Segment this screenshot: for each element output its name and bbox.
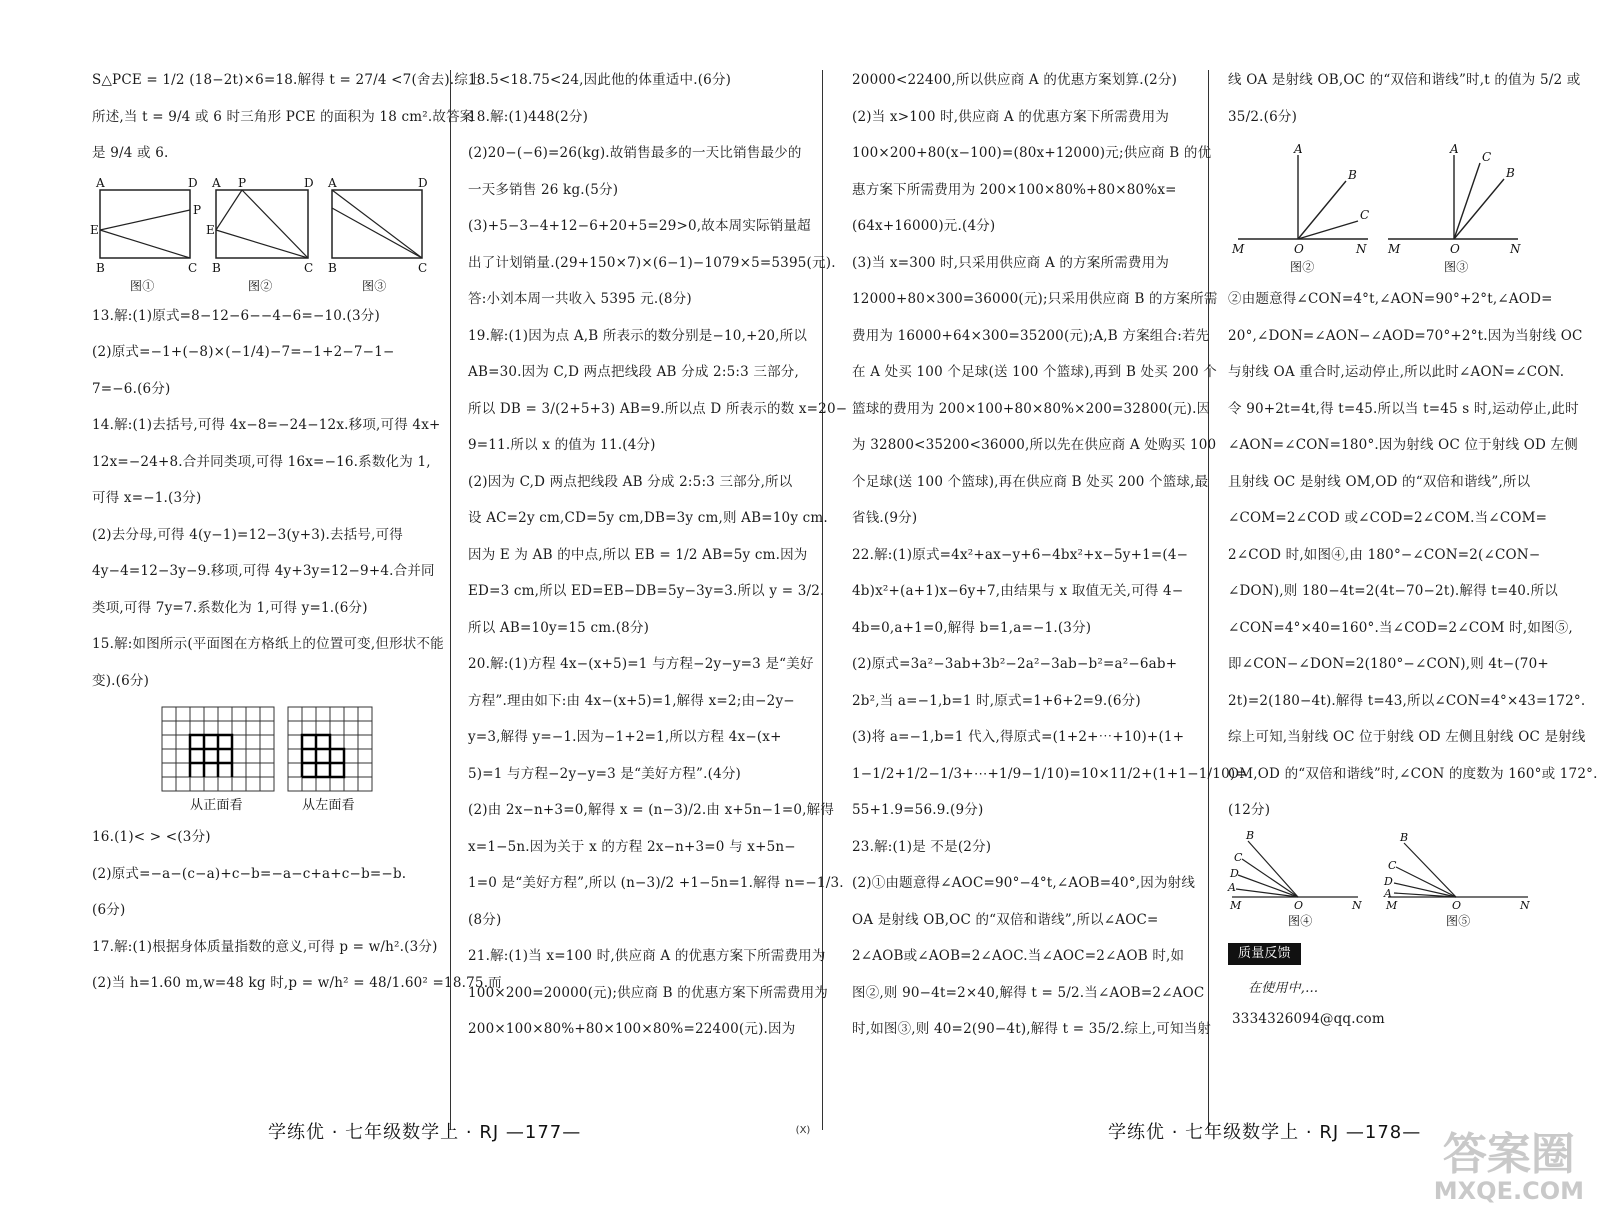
- svg-text:C: C: [418, 260, 428, 275]
- text-line: 为 32800<35200<36000,所以先在供应商 A 处购买 100: [852, 437, 1217, 453]
- svg-text:B: B: [1506, 166, 1516, 180]
- grid-caption-left: 从左面看: [302, 798, 355, 813]
- text-line: 惠方案下所需费用为 200×100×80%+80×80%x=: [852, 181, 1177, 198]
- svg-text:D: D: [1384, 874, 1394, 888]
- text-line: 18.5<18.75<24,因此他的体重适中.(6分): [468, 72, 732, 88]
- text-line: 9=11.所以 x 的值为 11.(4分): [468, 437, 656, 453]
- text-line: (6分): [92, 902, 126, 918]
- column-3: [852, 62, 1247, 1152]
- text-line: (3)+5−3−4+12−6+20+5=29>0,故本周实际销量超: [468, 218, 811, 234]
- text-line: 23.解:(1)是 不是(2分): [852, 838, 992, 855]
- left-view-grid: [288, 707, 372, 791]
- svg-text:M: M: [1230, 898, 1242, 912]
- text-line: 15.解:如图所示(平面图在方格纸上的位置可变,但形状不能: [92, 636, 444, 652]
- text-line: (2)①由题意得∠AOC=90°−4°t,∠AOB=40°,因为射线: [852, 875, 1196, 891]
- text-line: 变).(6分): [92, 672, 150, 689]
- text-line: ED=3 cm,所以 ED=EB−DB=5y−3y=3.所以 y = 3/2.: [468, 583, 825, 599]
- text-line: 篮球的费用为 200×100+80×80%×200=32800(元).因: [852, 400, 1211, 417]
- column-divider-1: [450, 70, 451, 1130]
- text-line: ∠CON=4°×40=160°.当∠COD=2∠COM 时,如图⑤,: [1228, 619, 1573, 636]
- svg-text:图①: 图①: [130, 278, 155, 293]
- text-line: (2)原式=3a²−3ab+3b²−2a²−3ab−b²=a²−6ab+: [852, 656, 1178, 672]
- svg-text:B: B: [96, 260, 106, 275]
- text-line: 200×100×80%+80×100×80%=22400(元).因为: [468, 1021, 796, 1037]
- text-line: AB=30.因为 C,D 两点把线段 AB 分成 2:5:3 三部分,: [468, 364, 799, 380]
- text-line: S△PCE = 1/2 (18−2t)×6=18.解得 t = 27/4 <7(舍去).综上: [92, 72, 482, 88]
- svg-text:M: M: [1386, 898, 1398, 912]
- figure-3: [327, 176, 428, 293]
- svg-text:C: C: [1482, 150, 1492, 164]
- text-line: x=1−5n.因为关于 x 的方程 2x−n+3=0 与 x+5n−: [468, 838, 796, 855]
- text-line: 20.解:(1)方程 4x−(x+5)=1 与方程−2y−y=3 是“美好: [468, 656, 814, 672]
- text-line: 即∠CON−∠DON=2(180°−∠CON),则 4t−(70+: [1228, 656, 1549, 672]
- svg-text:C: C: [188, 260, 198, 275]
- text-line: 是 9/4 或 6.: [92, 145, 169, 161]
- text-line: (2)当 x>100 时,供应商 A 的优惠方案下所需费用为: [852, 108, 1170, 125]
- text-line: 2∠AOB或∠AOB=2∠AOC.当∠AOC=2∠AOB 时,如: [852, 948, 1185, 964]
- svg-text:图⑤: 图⑤: [1446, 913, 1471, 928]
- text-line: (64x+16000)元.(4分): [852, 218, 996, 234]
- feedback-title: 质量反馈: [1228, 943, 1301, 965]
- text-line: (2)因为 C,D 两点把线段 AB 分成 2:5:3 三部分,所以: [468, 473, 793, 490]
- watermark-logo-text: 答案圈: [1442, 1129, 1575, 1180]
- text-line: y=3,解得 y=−1.因为−1+2=1,所以方程 4x−(x+: [468, 729, 782, 745]
- svg-text:A: A: [96, 175, 105, 190]
- text-line: 19.解:(1)因为点 A,B 所表示的数分别是−10,+20,所以: [468, 327, 808, 344]
- text-line: 2t)=2(180−4t).解得 t=43,所以∠CON=4°×43=172°.: [1228, 692, 1586, 709]
- svg-text:A: A: [1294, 142, 1303, 156]
- text-line: (2)由 2x−n+3=0,解得 x = (n−3)/2.由 x+5n−1=0,解得: [468, 802, 835, 818]
- svg-text:图④: 图④: [1288, 913, 1313, 928]
- column-4: [1228, 62, 1598, 1152]
- text-line: 22.解:(1)原式=4x²+ax−y+6−4bx²+x−5y+1=(4−: [852, 546, 1189, 563]
- column-2: [468, 62, 848, 1152]
- svg-text:A: A: [1384, 886, 1393, 900]
- svg-text:E: E: [90, 222, 99, 237]
- text-line: 17.解:(1)根据身体质量指数的意义,可得 p = w/h².(3分): [92, 938, 438, 955]
- text-line: (12分): [1228, 802, 1271, 818]
- text-line: (3)当 x=300 时,只采用供应商 A 的方案所需费用为: [852, 254, 1170, 271]
- svg-text:O: O: [1294, 242, 1305, 256]
- text-line: 所以 AB=10y=15 cm.(8分): [468, 619, 650, 636]
- text-line: 图②,则 90−4t=2×40,解得 t = 5/2.当∠AOB=2∠AOC: [852, 984, 1205, 1001]
- svg-text:N: N: [1510, 242, 1521, 256]
- footer-left: 学练优 · 七年级数学上 · RJ —177—: [268, 1122, 582, 1143]
- svg-text:O: O: [1452, 898, 1462, 912]
- text-line: 4b=0,a+1=0,解得 b=1,a=−1.(3分): [852, 619, 1092, 636]
- svg-text:A: A: [1228, 880, 1237, 894]
- feedback-signature: 在使用中,…: [1248, 981, 1319, 996]
- text-line: 综上可知,当射线 OC 位于射线 OD 左侧且射线 OC 是射线: [1228, 729, 1586, 745]
- text-line: (2)当 h=1.60 m,w=48 kg 时,p = w/h² = 48/1.60² =18.75.而: [92, 975, 502, 991]
- figure-1: [90, 176, 201, 293]
- text-line: 且射线 OC 是射线 OM,OD 的“双倍和谐线”,所以: [1228, 473, 1531, 490]
- text-line: 类项,可得 7y=7.系数化为 1,可得 y=1.(6分): [92, 599, 368, 616]
- text-line: 个足球(送 100 个篮球),再在供应商 B 处买 200 个篮球,最: [852, 473, 1209, 490]
- watermark-logo: [1433, 1129, 1584, 1205]
- text-line: 5)=1 与方程−2y−y=3 是“美好方程”.(4分): [468, 765, 742, 782]
- ray-figures-2-3: [1228, 139, 1558, 277]
- text-line: 因为 E 为 AB 的中点,所以 EB = 1/2 AB=5y cm.因为: [468, 546, 808, 563]
- text-line: 1−1/2+1/2−1/3+⋯+1/9−1/10)=10×11/2+(1+1−1/10)=: [852, 765, 1247, 782]
- svg-text:O: O: [1294, 898, 1304, 912]
- text-line: (3)将 a=−1,b=1 代入,得原式=(1+2+⋯+10)+(1+: [852, 729, 1185, 745]
- text-line: 7=−6.(6分): [92, 380, 171, 397]
- grid-caption-front: 从正面看: [190, 798, 243, 813]
- text-line: 出了计划销量.(29+150×7)×(6−1)−1079×5=5395(元).: [468, 254, 836, 271]
- text-line: ∠DON),则 180−4t=2(4t−70−2t).解得 t=40.所以: [1228, 583, 1558, 599]
- text-line: 2b²,当 a=−1,b=1 时,原式=1+6+2=9.(6分): [852, 692, 1141, 709]
- svg-text:P: P: [238, 175, 247, 190]
- text-line: 省钱.(9分): [852, 510, 918, 526]
- text-line: 一天多销售 26 kg.(5分): [468, 181, 619, 198]
- text-line: OM,OD 的“双倍和谐线”时,∠CON 的度数为 160°或 172°.: [1228, 765, 1598, 782]
- svg-text:B: B: [1348, 168, 1358, 182]
- ray-figures-4-5: [1228, 828, 1558, 929]
- svg-text:图②: 图②: [248, 278, 273, 293]
- center-page-mark: (X): [795, 1125, 811, 1136]
- text-line: 21.解:(1)当 x=100 时,供应商 A 的优惠方案下所需费用为: [468, 948, 826, 964]
- svg-text:图②: 图②: [1290, 260, 1315, 274]
- text-line: OA 是射线 OB,OC 的“双倍和谐线”,所以∠AOC=: [852, 911, 1159, 928]
- svg-text:B: B: [1246, 828, 1255, 842]
- text-line: 设 AC=2y cm,CD=5y cm,DB=3y cm,则 AB=10y cm.: [468, 510, 828, 526]
- column-divider-3: [1208, 70, 1209, 1130]
- svg-text:C: C: [1388, 858, 1397, 872]
- svg-text:M: M: [1232, 242, 1245, 256]
- text-line: 18.解:(1)448(2分): [468, 108, 589, 125]
- text-line: ∠COM=2∠COD 或∠COD=2∠COM.当∠COM=: [1228, 510, 1548, 526]
- text-line: 时,如图③,则 40=2(90−4t),解得 t = 35/2.综上,可知当射: [852, 1021, 1212, 1037]
- text-line: 20000<22400,所以供应商 A 的优惠方案划算.(2分): [852, 72, 1178, 88]
- text-line: 可得 x=−1.(3分): [92, 490, 202, 506]
- text-line: 2∠COD 时,如图④,由 180°−∠CON=2(∠CON−: [1228, 546, 1541, 563]
- text-line: 14.解:(1)去括号,可得 4x−8=−24−12x.移项,可得 4x+: [92, 417, 441, 433]
- feedback-email: 3334326094@qq.com: [1232, 1010, 1385, 1027]
- text-line: 12000+80×300=36000(元);只采用供应商 B 的方案所需: [852, 291, 1218, 307]
- text-line: 12x=−24+8.合并同类项,可得 16x=−16.系数化为 1,: [92, 453, 431, 470]
- text-line: 100×200=20000(元);供应商 B 的优惠方案下所需费用为: [468, 984, 828, 1001]
- text-line: 4y−4=12−3y−9.移项,可得 4y+3y=12−9+4.合并同: [92, 563, 435, 579]
- text-line: 55+1.9=56.9.(9分): [852, 802, 984, 818]
- text-line: (2)原式=−a−(c−a)+c−b=−a−c+a+c−b=−b.: [92, 865, 407, 882]
- svg-text:P: P: [193, 202, 202, 217]
- svg-text:E: E: [206, 222, 215, 237]
- svg-text:D: D: [418, 175, 428, 190]
- text-line: 所述,当 t = 9/4 或 6 时三角形 PCE 的面积为 18 cm².故答案: [92, 108, 474, 125]
- svg-text:A: A: [1450, 142, 1459, 156]
- feedback-block: [1228, 935, 1568, 1030]
- footer-right: 学练优 · 七年级数学上 · RJ —178—: [1108, 1122, 1422, 1143]
- svg-text:O: O: [1450, 242, 1461, 256]
- text-line: 令 90+2t=4t,得 t=45.所以当 t=45 s 时,运动停止,此时: [1228, 400, 1579, 417]
- svg-text:B: B: [212, 260, 222, 275]
- svg-text:B: B: [328, 260, 338, 275]
- svg-text:D: D: [1230, 866, 1240, 880]
- text-line: 所以 DB = 3/(2+5+3) AB=9.所以点 D 所表示的数 x=20−: [468, 400, 848, 417]
- grid-views-figure: [92, 703, 432, 815]
- text-line: 20°,∠DON=∠AON−∠AOD=70°+2°t.因为当射线 OC: [1228, 327, 1583, 344]
- text-line: 16.(1)< > <(3分): [92, 829, 211, 845]
- text-line: (2)20−(−6)=26(kg).故销售最多的一天比销售最少的: [468, 145, 802, 161]
- figure-2: [206, 176, 314, 293]
- svg-text:B: B: [1400, 830, 1409, 844]
- text-line: 费用为 16000+64×300=35200(元);A,B 方案组合:若先: [852, 327, 1210, 344]
- column-divider-2: [822, 70, 823, 1130]
- text-line: 方程”.理由如下:由 4x−(x+5)=1,解得 x=2;由−2y−: [468, 692, 795, 709]
- svg-text:N: N: [1520, 898, 1530, 912]
- text-line: 13.解:(1)原式=8−12−6−−4−6=−10.(3分): [92, 307, 380, 324]
- svg-text:D: D: [188, 175, 198, 190]
- svg-text:图③: 图③: [362, 278, 387, 293]
- text-line: (8分): [468, 911, 502, 928]
- text-line: (2)去分母,可得 4(y−1)=12−3(y+3).去括号,可得: [92, 526, 403, 543]
- text-line: (2)原式=−1+(−8)×(−1/4)−7=−1+2−7−1−: [92, 344, 395, 360]
- text-line: 与射线 OA 重合时,运动停止,所以此时∠AON=∠CON.: [1228, 364, 1565, 380]
- text-line: 100×200+80(x−100)=(80x+12000)元;供应商 B 的优: [852, 145, 1212, 161]
- svg-text:D: D: [304, 175, 314, 190]
- text-line: 1=0 是“美好方程”,所以 (n−3)/2 +1−5n=1.解得 n=−1/3.: [468, 875, 844, 891]
- text-line: 线 OA 是射线 OB,OC 的“双倍和谐线”时,t 的值为 5/2 或: [1228, 72, 1581, 88]
- rectangle-figures: [92, 176, 432, 294]
- svg-text:N: N: [1352, 898, 1362, 912]
- text-line: ②由题意得∠CON=4°t,∠AON=90°+2°t,∠AOD=: [1228, 291, 1553, 307]
- text-line: 答:小刘本周一共收入 5395 元.(8分): [468, 291, 692, 307]
- front-view-grid: [162, 707, 274, 791]
- text-line: 4b)x²+(a+1)x−6y+7,由结果与 x 取值无关,可得 4−: [852, 583, 1184, 599]
- svg-text:C: C: [1360, 208, 1370, 222]
- svg-text:A: A: [212, 175, 221, 190]
- svg-text:M: M: [1388, 242, 1401, 256]
- text-line: ∠AON=∠CON=180°.因为射线 OC 位于射线 OD 左侧: [1228, 437, 1578, 453]
- svg-text:C: C: [304, 260, 314, 275]
- svg-text:图③: 图③: [1444, 260, 1469, 274]
- text-line: 在 A 处买 100 个足球(送 100 个篮球),再到 B 处买 200 个: [852, 364, 1218, 380]
- svg-text:N: N: [1356, 242, 1367, 256]
- svg-text:A: A: [328, 175, 337, 190]
- watermark-site-text: MXQE.COM: [1433, 1177, 1584, 1205]
- text-line: 35/2.(6分): [1228, 108, 1298, 125]
- svg-text:C: C: [1234, 850, 1243, 864]
